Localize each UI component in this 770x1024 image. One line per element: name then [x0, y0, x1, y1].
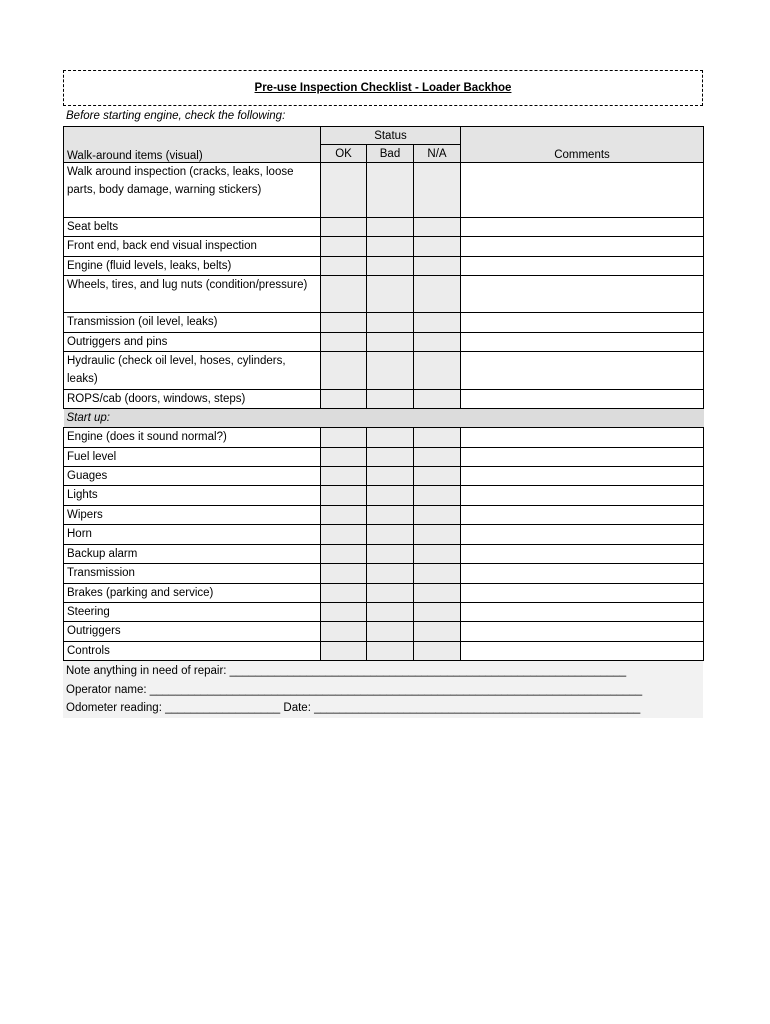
- checklist-item-label: Brakes (parking and service): [64, 583, 321, 602]
- checklist-row: [64, 352, 704, 390]
- ok-checkbox-cell[interactable]: [321, 256, 367, 275]
- comment-cell[interactable]: [461, 352, 704, 390]
- bad-checkbox-cell[interactable]: [367, 428, 414, 447]
- comment-cell[interactable]: [461, 163, 704, 218]
- ok-checkbox-cell[interactable]: [321, 525, 367, 544]
- checklist-item-label: Hydraulic (check oil level, hoses, cylinders, leaks): [64, 352, 321, 390]
- na-checkbox-cell[interactable]: [414, 602, 461, 621]
- checklist-row: [64, 447, 704, 466]
- ok-header: OK: [321, 145, 367, 163]
- bad-checkbox-cell[interactable]: [367, 313, 414, 332]
- na-checkbox-cell[interactable]: [414, 447, 461, 466]
- checklist-item-label: Fuel level: [64, 447, 321, 466]
- checklist-row: [64, 332, 704, 351]
- comments-header: Comments: [461, 127, 704, 163]
- checklist-item-label: Front end, back end visual inspection: [64, 237, 321, 256]
- bad-checkbox-cell[interactable]: [367, 163, 414, 218]
- na-checkbox-cell[interactable]: [414, 237, 461, 256]
- comment-cell[interactable]: [461, 313, 704, 332]
- checklist-row: [64, 163, 704, 218]
- ok-checkbox-cell[interactable]: [321, 332, 367, 351]
- intro-text: Before starting engine, check the following:: [66, 110, 286, 122]
- odometer-date-field[interactable]: Odometer reading: __________________ Date: ___________________________________________________: [66, 701, 641, 714]
- bad-checkbox-cell[interactable]: [367, 641, 414, 660]
- ok-checkbox-cell[interactable]: [321, 276, 367, 313]
- bad-checkbox-cell[interactable]: [367, 622, 414, 641]
- na-checkbox-cell[interactable]: [414, 352, 461, 390]
- ok-checkbox-cell[interactable]: [321, 505, 367, 524]
- checklist-table: [63, 126, 704, 661]
- checklist-item-label: Guages: [64, 467, 321, 486]
- ok-checkbox-cell[interactable]: [321, 544, 367, 563]
- checklist-row: [64, 256, 704, 275]
- bad-checkbox-cell[interactable]: [367, 276, 414, 313]
- na-checkbox-cell[interactable]: [414, 467, 461, 486]
- checklist-item-label: Backup alarm: [64, 544, 321, 563]
- comment-cell[interactable]: [461, 622, 704, 641]
- checklist-item-label: Lights: [64, 486, 321, 505]
- checklist-item-label: Engine (does it sound normal?): [64, 428, 321, 447]
- repair-note-field[interactable]: Note anything in need of repair: ______________________________________________________________: [66, 665, 627, 678]
- checklist-row: [64, 622, 704, 641]
- checklist-row: [64, 602, 704, 621]
- operator-name-field[interactable]: Operator name: _____________________________________________________________________________: [66, 683, 643, 696]
- checklist-sheet: [63, 70, 703, 718]
- startup-rows: [64, 428, 704, 661]
- bad-checkbox-cell[interactable]: [367, 218, 414, 237]
- ok-checkbox-cell[interactable]: [321, 564, 367, 583]
- checklist-item-label: Horn: [64, 525, 321, 544]
- checklist-item-label: Transmission: [64, 564, 321, 583]
- comment-cell[interactable]: [461, 486, 704, 505]
- bad-checkbox-cell[interactable]: [367, 332, 414, 351]
- ok-checkbox-cell[interactable]: [321, 352, 367, 390]
- ok-checkbox-cell[interactable]: [321, 218, 367, 237]
- ok-checkbox-cell[interactable]: [321, 583, 367, 602]
- ok-checkbox-cell[interactable]: [321, 602, 367, 621]
- checklist-item-label: Steering: [64, 602, 321, 621]
- bad-header: Bad: [367, 145, 414, 163]
- comment-cell[interactable]: [461, 525, 704, 544]
- checklist-row: [64, 276, 704, 313]
- na-checkbox-cell[interactable]: [414, 486, 461, 505]
- checklist-row: [64, 237, 704, 256]
- checklist-item-label: Outriggers and pins: [64, 332, 321, 351]
- na-checkbox-cell[interactable]: [414, 313, 461, 332]
- comment-cell[interactable]: [461, 332, 704, 351]
- checklist-row: [64, 389, 704, 408]
- checklist-row: [64, 564, 704, 583]
- comment-cell[interactable]: [461, 583, 704, 602]
- comment-cell[interactable]: [461, 256, 704, 275]
- checklist-item-label: Walk around inspection (cracks, leaks, loose parts, body damage, warning stickers): [64, 163, 321, 218]
- ok-checkbox-cell[interactable]: [321, 641, 367, 660]
- checklist-row: [64, 544, 704, 563]
- ok-checkbox-cell[interactable]: [321, 428, 367, 447]
- na-checkbox-cell[interactable]: [414, 583, 461, 602]
- checklist-item-label: Wipers: [64, 505, 321, 524]
- na-checkbox-cell[interactable]: [414, 544, 461, 563]
- bad-checkbox-cell[interactable]: [367, 544, 414, 563]
- bad-checkbox-cell[interactable]: [367, 602, 414, 621]
- checklist-item-label: Transmission (oil level, leaks): [64, 313, 321, 332]
- na-checkbox-cell[interactable]: [414, 564, 461, 583]
- ok-checkbox-cell[interactable]: [321, 622, 367, 641]
- na-checkbox-cell[interactable]: [414, 389, 461, 408]
- comment-cell[interactable]: [461, 505, 704, 524]
- bad-checkbox-cell[interactable]: [367, 256, 414, 275]
- ok-checkbox-cell[interactable]: [321, 237, 367, 256]
- na-checkbox-cell[interactable]: [414, 641, 461, 660]
- comment-cell[interactable]: [461, 641, 704, 660]
- checklist-row: [64, 583, 704, 602]
- checklist-row: [64, 505, 704, 524]
- comment-cell[interactable]: [461, 389, 704, 408]
- bad-checkbox-cell[interactable]: [367, 525, 414, 544]
- na-checkbox-cell[interactable]: [414, 505, 461, 524]
- na-checkbox-cell[interactable]: [414, 428, 461, 447]
- signoff-section: [63, 661, 703, 718]
- checklist-row: [64, 486, 704, 505]
- na-checkbox-cell[interactable]: [414, 256, 461, 275]
- ok-checkbox-cell[interactable]: [321, 486, 367, 505]
- na-checkbox-cell[interactable]: [414, 163, 461, 218]
- bad-checkbox-cell[interactable]: [367, 447, 414, 466]
- na-header: N/A: [414, 145, 461, 163]
- walkaround-header: Walk-around items (visual): [64, 127, 321, 163]
- comment-cell[interactable]: [461, 218, 704, 237]
- comment-cell[interactable]: [461, 564, 704, 583]
- checklist-item-label: Wheels, tires, and lug nuts (condition/pressure): [64, 276, 321, 313]
- comment-cell[interactable]: [461, 602, 704, 621]
- checklist-row: [64, 313, 704, 332]
- bad-checkbox-cell[interactable]: [367, 389, 414, 408]
- comment-cell[interactable]: [461, 447, 704, 466]
- checklist-row: [64, 525, 704, 544]
- checklist-item-label: Seat belts: [64, 218, 321, 237]
- comment-cell[interactable]: [461, 237, 704, 256]
- ok-checkbox-cell[interactable]: [321, 467, 367, 486]
- checklist-item-label: Outriggers: [64, 622, 321, 641]
- bad-checkbox-cell[interactable]: [367, 467, 414, 486]
- checklist-row: [64, 467, 704, 486]
- ok-checkbox-cell[interactable]: [321, 163, 367, 218]
- comment-cell[interactable]: [461, 544, 704, 563]
- na-checkbox-cell[interactable]: [414, 276, 461, 313]
- bad-checkbox-cell[interactable]: [367, 505, 414, 524]
- status-header: Status: [321, 127, 461, 145]
- bad-checkbox-cell[interactable]: [367, 583, 414, 602]
- bad-checkbox-cell[interactable]: [367, 352, 414, 390]
- checklist-item-label: ROPS/cab (doors, windows, steps): [64, 389, 321, 408]
- comment-cell[interactable]: [461, 467, 704, 486]
- checklist-row: [64, 428, 704, 447]
- comment-cell[interactable]: [461, 276, 704, 313]
- bad-checkbox-cell[interactable]: [367, 237, 414, 256]
- checklist-item-label: Engine (fluid levels, leaks, belts): [64, 256, 321, 275]
- ok-checkbox-cell[interactable]: [321, 389, 367, 408]
- ok-checkbox-cell[interactable]: [321, 447, 367, 466]
- ok-checkbox-cell[interactable]: [321, 313, 367, 332]
- bad-checkbox-cell[interactable]: [367, 564, 414, 583]
- document-title: Pre-use Inspection Checklist - Loader Backhoe: [63, 70, 703, 106]
- comment-cell[interactable]: [461, 428, 704, 447]
- startup-section-label: Start up:: [64, 409, 704, 428]
- bad-checkbox-cell[interactable]: [367, 486, 414, 505]
- checklist-item-label: Controls: [64, 641, 321, 660]
- na-checkbox-cell[interactable]: [414, 525, 461, 544]
- checklist-row: [64, 218, 704, 237]
- checklist-row: [64, 641, 704, 660]
- walkaround-rows: [64, 163, 704, 409]
- na-checkbox-cell[interactable]: [414, 622, 461, 641]
- na-checkbox-cell[interactable]: [414, 332, 461, 351]
- na-checkbox-cell[interactable]: [414, 218, 461, 237]
